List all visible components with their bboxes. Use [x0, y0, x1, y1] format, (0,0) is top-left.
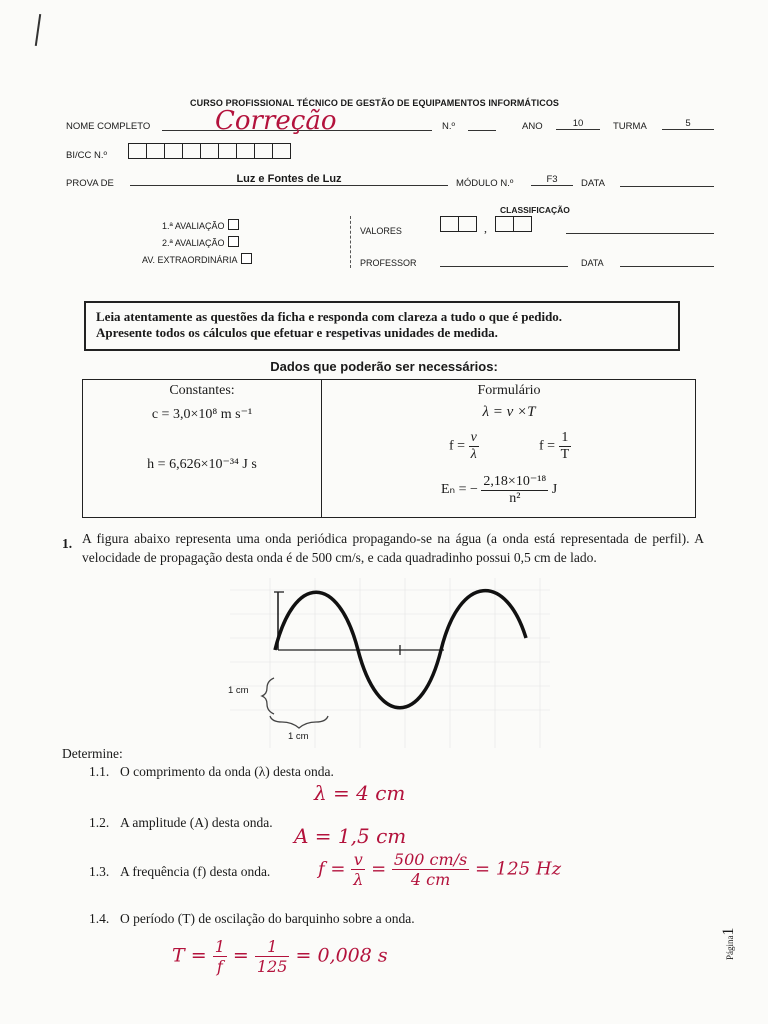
checkbox[interactable] [228, 236, 239, 247]
bicc-label: BI/CC N.º [66, 150, 107, 161]
avaliacao1[interactable]: 1.ª AVALIAÇÃO [162, 219, 239, 231]
h-constant: h = 6,626×10⁻³⁴ J s [147, 457, 257, 472]
constantes-title: Constantes: [169, 383, 235, 398]
ano-label: ANO [522, 121, 543, 132]
q1-3-answer: f = $\frac{v}{\lambda}$ = $\frac{500 cm/s}{4 cm}$ = 125 Hz [318, 850, 562, 889]
q1-4-answer: T = $\frac{1}{f}$ = $\frac{1}{125}$ = 0,008 s [172, 937, 388, 976]
formula-lambda: λ = v ×T [482, 404, 536, 420]
q1-2-number: 1.2. [89, 815, 110, 830]
classificacao-line[interactable] [566, 233, 714, 234]
brace-vertical [262, 678, 274, 714]
turma-value[interactable]: 5 [662, 118, 714, 130]
q1-4-text: O período (T) de oscilação do barquinho sobre a onda. [120, 911, 415, 926]
prova-label: PROVA DE [66, 178, 114, 189]
formula-f-v-lambda: f = $\frac{v}{\lambda}$ [449, 430, 477, 462]
data-section-title: Dados que poderão ser necessários: [270, 359, 498, 374]
formula-f-1-t: f = $\frac{1}{T}$ [539, 430, 570, 462]
question1-number: 1. [62, 536, 73, 551]
checkbox[interactable] [228, 219, 239, 230]
table-divider [321, 380, 322, 517]
turma-label: TURMA [613, 121, 647, 132]
professor-line[interactable] [440, 266, 568, 267]
instructions-line2: Apresente todos os cálculos que efetuar e respetivas unidades de medida. [96, 325, 498, 340]
ano-value[interactable]: 10 [556, 118, 600, 130]
determine-label: Determine: [62, 746, 123, 761]
wave-figure [230, 578, 550, 748]
nome-label: NOME COMPLETO [66, 121, 151, 132]
brace-horizontal [270, 716, 328, 728]
valores-boxes[interactable]: , [440, 216, 531, 237]
extraordinaria[interactable]: AV. EXTRAORDINÁRIA [142, 253, 252, 265]
data2-line[interactable] [620, 266, 714, 267]
nome-handwritten: Correção [215, 106, 337, 136]
data2-label: DATA [581, 258, 604, 268]
prova-value[interactable]: Luz e Fontes de Luz [130, 173, 448, 186]
q1-2-answer: A = 1,5 cm [294, 824, 407, 848]
data-table [82, 379, 696, 518]
instructions-box [84, 301, 680, 351]
professor-label: PROFESSOR [360, 258, 417, 268]
numero-label: N.º [442, 121, 455, 132]
question1-text: A figura abaixo representa uma onda periódica propagando-se na água (a onda está representada de perfil). A velocidade de propagação desta onda é de 500 cm/s, e cada quadradinho possui 0,5 cm de lado. [82, 531, 704, 565]
modulo-value[interactable]: F3 [531, 174, 573, 186]
q1-3-text: A frequência (f) desta onda. [120, 864, 271, 879]
avaliacao2[interactable]: 2.ª AVALIAÇÃO [162, 236, 239, 248]
scale-vertical: 1 cm [228, 685, 249, 696]
valores-label: VALORES [360, 226, 402, 236]
instructions-line1: Leia atentamente as questões da ficha e responda com clareza a tudo o que é pedido. [96, 309, 563, 324]
formulario-title: Formulário [477, 383, 541, 398]
data-line[interactable] [620, 186, 714, 187]
scale-horizontal: 1 cm [288, 731, 309, 742]
q1-1-text: O comprimento da onda (λ) desta onda. [120, 764, 334, 779]
numero-line[interactable] [468, 130, 496, 131]
checkbox[interactable] [241, 253, 252, 264]
bicc-boxes[interactable] [128, 143, 290, 164]
q1-1-answer: λ = 4 cm [314, 781, 406, 805]
modulo-label: MÓDULO N.º [456, 178, 514, 189]
page-number: Página1 [720, 927, 737, 960]
q1-1-number: 1.1. [89, 764, 110, 779]
q1-2-text: A amplitude (A) desta onda. [120, 815, 273, 830]
pen-mark [35, 14, 41, 46]
data-label: DATA [581, 178, 605, 189]
c-constant: c = 3,0×10⁸ m s⁻¹ [151, 407, 253, 422]
course-title: CURSO PROFISSIONAL TÉCNICO DE GESTÃO DE EQUIPAMENTOS INFORMÁTICOS [190, 98, 560, 108]
q1-3-number: 1.3. [89, 864, 110, 879]
divider [350, 216, 352, 268]
q1-4-number: 1.4. [89, 911, 110, 926]
classificacao-label: CLASSIFICAÇÃO [500, 205, 570, 215]
formula-energy: Eₙ = − $\frac{\text{2,18×10⁻¹⁸}}{\text{n²}}$ J [441, 474, 558, 506]
